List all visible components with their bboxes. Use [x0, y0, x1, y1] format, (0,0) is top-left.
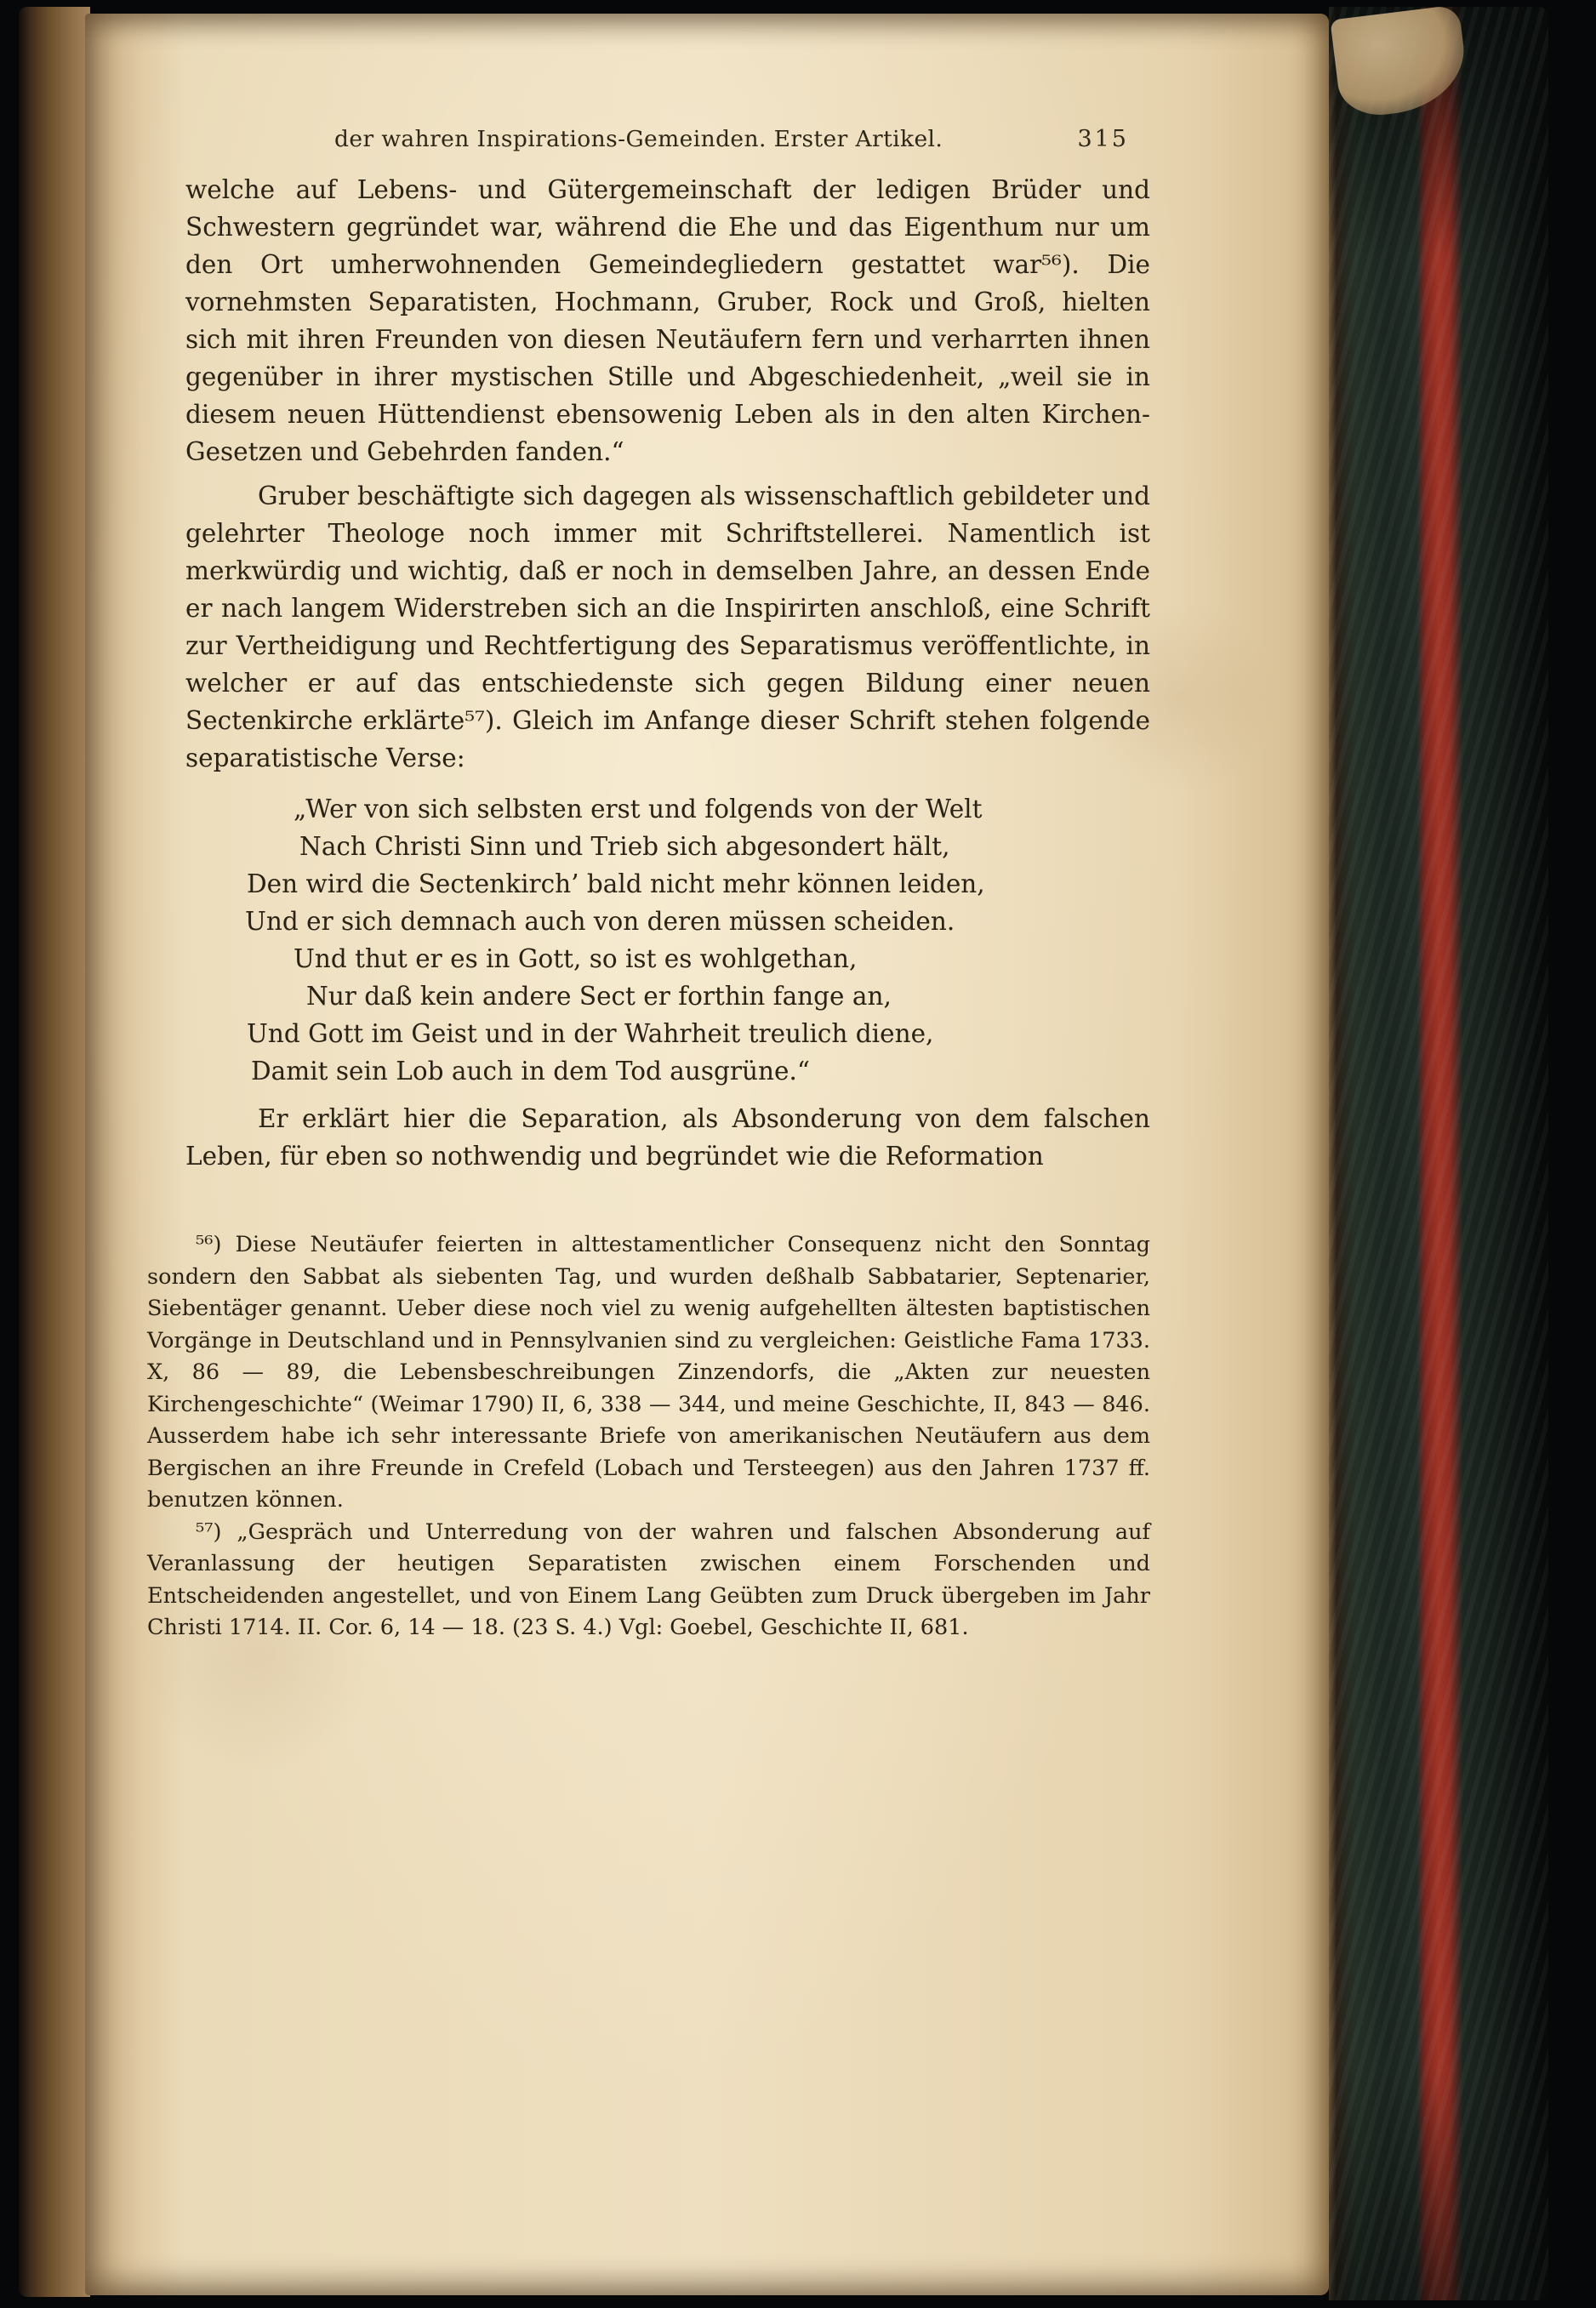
- cover-corner-wear: [1330, 4, 1470, 120]
- paragraph-list: [185, 171, 1150, 777]
- paragraph: Gruber beschäftigte sich dagegen als wissenschaftlich gebildeter und gelehrter Theologe noch immer mit Schriftstellerei. Namentlich ist merkwürdig und wichtig, daß er noch in demselben Jahre, an dessen Ende er nach langem Widerstreben sich an die Inspirirten anschloß, eine Schrift zur Vertheidigung und Rechtfertigung des Separatismus veröffentlichte, in welcher er auf das entschiedenste sich gegen Bildung einer neuen Sectenkirche erklärte⁵⁷). Gleich im Anfange dieser Schrift stehen folgende separatistische Verse:: [185, 482, 1150, 772]
- footnote: ⁵⁷) „Gespräch und Unterredung von der wahren und falschen Absonderung auf Veranlassung der heutigen Separatisten zwischen einem Forschenden und Entscheidenden angestellet, und von Einem Lang Geübten zum Druck übergeben im Jahr Christi 1714. II. Cor. 6, 14 — 18. (23 S. 4.) Vgl: Goebel, Geschichte II, 681.: [147, 1519, 1150, 1640]
- verse-line: „Wer von sich selbsten erst und folgends von der Welt: [294, 795, 983, 823]
- book-cover-edge: [1329, 7, 1548, 2300]
- verse-line: Nach Christi Sinn und Trieb sich abgesondert hält,: [299, 832, 950, 861]
- footnote: ⁵⁶) Diese Neutäufer feierten in alttestamentlicher Consequenz nicht den Sonntag sondern den Sabbat als siebenten Tag, und wurden deßhalb Sabbatarier, Septenarier, Siebentäger genannt. Ueber diese noch viel zu wenig aufgehellten ältesten baptistischen Vorgänge in Deutschland und in Pennsylvanien sind zu vergleichen: Geistliche Fama 1733. X, 86 — 89, die Lebensbeschreibungen Zinzendorfs, die „Akten zur neuesten Kirchengeschichte“ (Weimar 1790) II, 6, 338 — 344, und meine Geschichte, II, 843 — 846. Ausserdem habe ich sehr interessante Briefe von amerikanischen Neutäufern aus dem Bergischen an ihre Freunde in Crefeld (Lobach und Tersteegen) aus den Jahren 1737 ff. benutzen können.: [147, 1232, 1150, 1513]
- footnote-list: [147, 1229, 1150, 1644]
- verse-line: Und thut er es in Gott, so ist es wohlgethan,: [294, 944, 858, 973]
- verse-line: Und Gott im Geist und in der Wahrheit treulich diene,: [247, 1019, 934, 1048]
- page-header: [259, 126, 1129, 152]
- running-title: der wahren Inspirations-Gemeinden. Erster Artikel.: [334, 126, 943, 152]
- book-binding-left: [19, 7, 90, 2297]
- closing-paragraph-list: [185, 1100, 1150, 1175]
- book-page: [85, 14, 1329, 2295]
- verse-line: Nur daß kein andere Sect er forthin fange an,: [306, 982, 892, 1011]
- verse-line: Den wird die Sectenkirch’ bald nicht mehr können leiden,: [247, 869, 985, 898]
- body-text: [147, 171, 1150, 1644]
- verse-line: Und er sich demnach auch von deren müssen scheiden.: [245, 907, 955, 936]
- page-number: 315: [1077, 126, 1129, 152]
- paragraph: Er erklärt hier die Separation, als Absonderung von dem falschen Leben, für eben so nothwendig und begründet wie die Reformation: [185, 1104, 1150, 1171]
- verse-line: Damit sein Lob auch in dem Tod ausgrüne.“: [251, 1057, 810, 1086]
- paragraph: welche auf Lebens- und Gütergemeinschaft der ledigen Brüder und Schwestern gegründet war, während die Ehe und das Eigenthum nur um den Ort umherwohnenden Gemeindegliedern gestattet war⁵⁶). Die vornehmsten Separatisten, Hochmann, Gruber, Rock und Groß, hielten sich mit ihren Freunden von diesen Neutäufern fern und verharrten ihnen gegenüber in ihrer mystischen Stille und Abgeschiedenheit, „weil sie in diesem neuen Hüttendienst ebensowenig Leben als in den alten Kirchen-Gesetzen und Gebehrden fanden.“: [185, 175, 1150, 466]
- verse-block: [185, 790, 1150, 1090]
